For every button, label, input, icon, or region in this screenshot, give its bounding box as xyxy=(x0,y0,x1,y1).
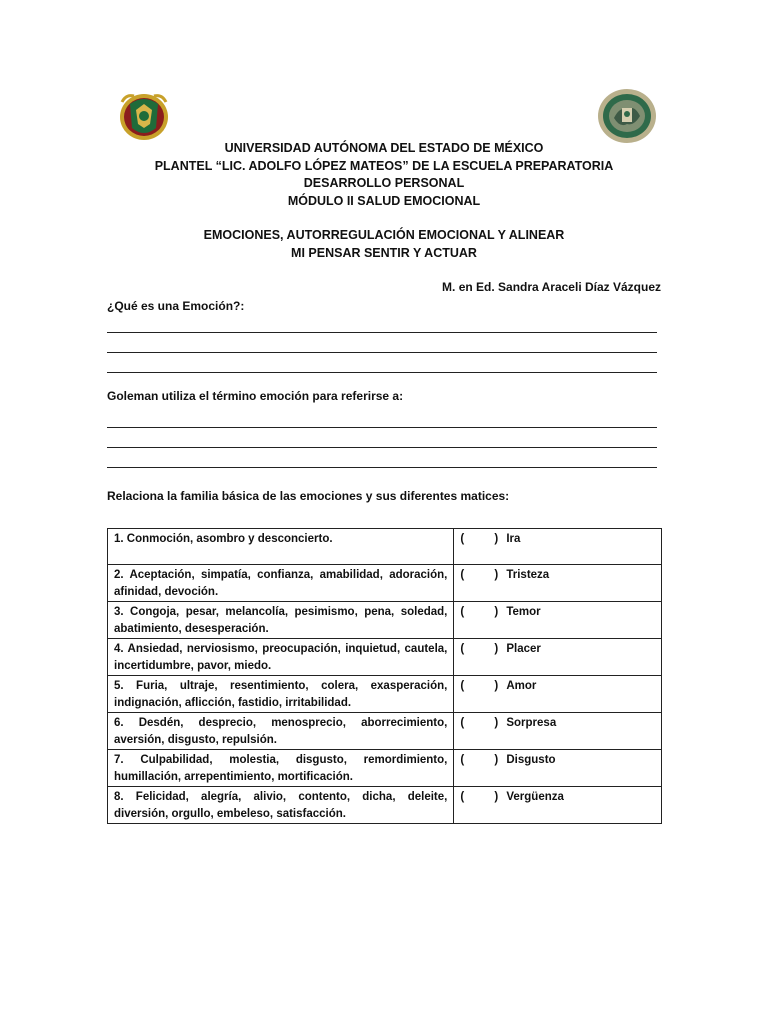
matching-table xyxy=(107,528,662,824)
open-paren: ( xyxy=(460,643,465,655)
emotion-shades-cell: 3. Congoja, pesar, melancolía, pesimismo, pena, soledad, abatimiento, desesperación. xyxy=(108,602,454,639)
close-paren: ) xyxy=(494,717,499,729)
emotion-family-cell xyxy=(454,565,662,602)
school-seal-icon xyxy=(596,88,658,144)
emotion-family-label: Amor xyxy=(506,680,537,692)
open-paren: ( xyxy=(460,717,465,729)
table-row xyxy=(108,602,662,639)
answer-blank[interactable] xyxy=(460,789,506,806)
answer-line[interactable] xyxy=(107,353,657,373)
emotion-family-label: Ira xyxy=(506,533,521,545)
close-paren: ) xyxy=(494,569,499,581)
answer-blank[interactable] xyxy=(460,752,506,769)
table-row xyxy=(108,676,662,713)
emotion-family-label: Placer xyxy=(506,643,541,655)
question-emotion: ¿Qué es una Emoción?: xyxy=(107,299,245,313)
answer-lines-1 xyxy=(107,313,657,373)
table-row xyxy=(108,787,662,824)
close-paren: ) xyxy=(494,643,499,655)
table-row xyxy=(108,750,662,787)
title-line-1: EMOCIONES, AUTORREGULACIÓN EMOCIONAL Y ALINEAR xyxy=(203,228,565,242)
answer-blank[interactable] xyxy=(460,567,506,584)
emotion-family-cell xyxy=(454,529,662,565)
question-goleman: Goleman utiliza el término emoción para referirse a: xyxy=(107,389,404,403)
emotion-family-label: Disgusto xyxy=(506,754,556,766)
worksheet-title xyxy=(0,227,768,262)
emotion-family-label: Sorpresa xyxy=(506,717,557,729)
close-paren: ) xyxy=(494,791,499,803)
table-row xyxy=(108,639,662,676)
emotion-family-label: Vergüenza xyxy=(506,791,564,803)
answer-blank[interactable] xyxy=(460,604,506,621)
emotion-family-cell xyxy=(454,639,662,676)
close-paren: ) xyxy=(494,606,499,618)
answer-line[interactable] xyxy=(107,333,657,353)
answer-line[interactable] xyxy=(107,408,657,428)
close-paren: ) xyxy=(494,533,499,545)
open-paren: ( xyxy=(460,606,465,618)
emotion-family-cell xyxy=(454,787,662,824)
title-line-2: MI PENSAR SENTIR Y ACTUAR xyxy=(291,245,477,260)
open-paren: ( xyxy=(460,680,465,692)
emotion-family-cell xyxy=(454,750,662,787)
open-paren: ( xyxy=(460,533,465,545)
answer-blank[interactable] xyxy=(460,678,506,695)
header-plantel: PLANTEL “LIC. ADOLFO LÓPEZ MATEOS” DE LA ESCUELA PREPARATORIA xyxy=(154,158,614,173)
emotion-family-label: Tristeza xyxy=(506,569,550,581)
open-paren: ( xyxy=(460,569,465,581)
answer-line[interactable] xyxy=(107,428,657,448)
open-paren: ( xyxy=(460,754,465,766)
emotion-family-cell xyxy=(454,676,662,713)
question-relate: Relaciona la familia básica de las emociones y sus diferentes matices: xyxy=(107,489,510,503)
header-module: MÓDULO II SALUD EMOCIONAL xyxy=(287,193,481,208)
close-paren: ) xyxy=(494,754,499,766)
answer-blank[interactable] xyxy=(460,641,506,658)
table-row xyxy=(108,565,662,602)
emotion-shades-cell: 8. Felicidad, alegría, alivio, contento, dicha, deleite, diversión, orgullo, embeleso, satisfacción. xyxy=(108,787,454,824)
open-paren: ( xyxy=(460,791,465,803)
emotion-shades-cell: 6. Desdén, desprecio, menosprecio, aborrecimiento, aversión, disgusto, repulsión. xyxy=(108,713,454,750)
emotion-family-cell xyxy=(454,713,662,750)
table-row xyxy=(108,713,662,750)
emotion-family-label: Temor xyxy=(506,606,541,618)
author-name: M. en Ed. Sandra Araceli Díaz Vázquez xyxy=(442,280,661,294)
header-subject: DESARROLLO PERSONAL xyxy=(303,176,465,190)
close-paren: ) xyxy=(494,680,499,692)
answer-blank[interactable] xyxy=(460,715,506,732)
emotion-shades-cell: 7. Culpabilidad, molestia, disgusto, remordimiento, humillación, arrepentimiento, mortificación. xyxy=(108,750,454,787)
emotion-family-cell xyxy=(454,602,662,639)
header-university: UNIVERSIDAD AUTÓNOMA DEL ESTADO DE MÉXICO xyxy=(224,141,544,155)
answer-line[interactable] xyxy=(107,313,657,333)
emotion-shades-cell: 5. Furia, ultraje, resentimiento, colera, exasperación, indignación, aflicción, fastidio, irritabilidad. xyxy=(108,676,454,713)
answer-blank[interactable] xyxy=(460,531,506,548)
emotion-shades-cell: 1. Conmoción, asombro y desconcierto. xyxy=(108,529,454,565)
answer-line[interactable] xyxy=(107,448,657,468)
emotion-shades-cell: 4. Ansiedad, nerviosismo, preocupación, inquietud, cautela, incertidumbre, pavor, miedo. xyxy=(108,639,454,676)
emotion-shades-cell: 2. Aceptación, simpatía, confianza, amabilidad, adoración, afinidad, devoción. xyxy=(108,565,454,602)
table-row xyxy=(108,529,662,565)
institution-header xyxy=(0,140,768,210)
answer-lines-2 xyxy=(107,408,657,468)
university-crest-icon xyxy=(116,88,172,144)
